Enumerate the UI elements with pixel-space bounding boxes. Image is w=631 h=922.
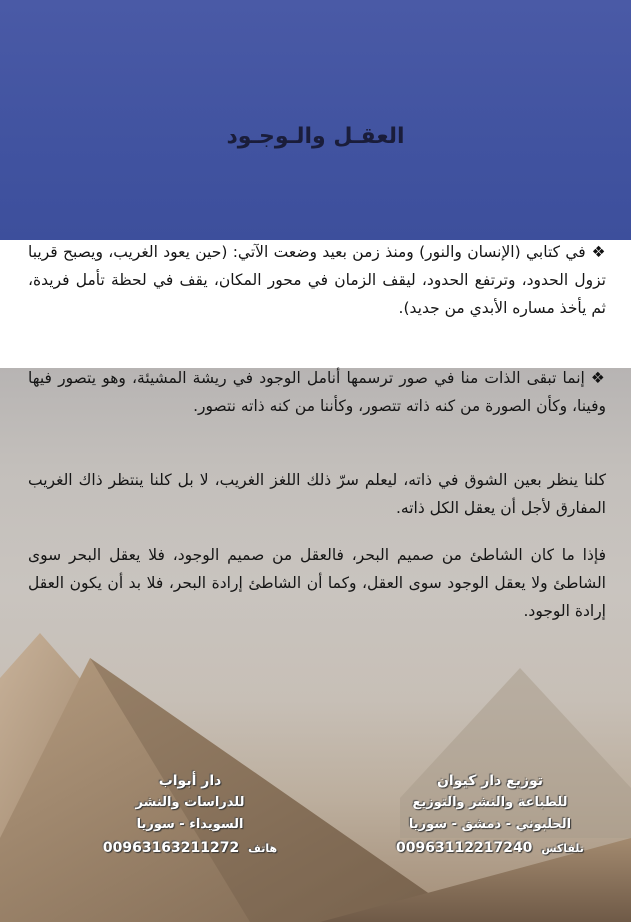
book-title: العقـل والـوجـود [226, 124, 405, 149]
paragraph-4-text: فإذا ما كان الشاطئ من صميم البحر، فالعقل من صميم الوجود، فلا يعقل البحر سوى الشاطئ ولا يعقل الوجود سوى العقل، وكما أن الشاطئ إرادة البحر، فلا بد أن يكون العقل إرادة الوجود. [28, 546, 606, 620]
bullet-diamond-icon: ❖ [591, 243, 606, 261]
paragraph-1-text: في كتابي (الإنسان والنور) ومنذ زمن بعيد وضعت الآتي: (حين يعود الغريب، ويصبح قريبا تزول الحدود، وترتفع الحدود، ليقف الزمان في محور المكان، يقف في لحظة تأمل فريدة، ثم يأخذ مساره الأبدي من جديد). [28, 243, 606, 317]
publisher-abwab-phone: 00963163211272 [102, 840, 240, 856]
publisher-kaywan-activity: للطباعة والنشر والتوزيع [412, 795, 568, 810]
publisher-kaywan-address: الحلبوني - دمشق - سوريا [408, 817, 572, 832]
paragraph-2-text: إنما تبقى الذات منا في صور ترسمها أنامل الوجود في ريشة المشيئة، وهو يتصور فيها وفينا، وكأن الصورة من كنه ذاته تتصور، وكأننا من كنه ذاته نتصور. [28, 369, 606, 415]
publisher-abwab-phone-line [100, 836, 280, 861]
publisher-abwab-phone-label: هاتف [248, 842, 278, 855]
publisher-abwab-block [100, 770, 280, 861]
paragraph-4 [28, 541, 606, 625]
bullet-diamond-icon: ❖ [590, 369, 606, 387]
publisher-kaywan-phone-line [370, 836, 610, 861]
paragraph-1 [28, 238, 606, 322]
publisher-abwab-address: السويداء - سوريا [136, 817, 244, 832]
publisher-abwab-activity: للدراسات والنشر [135, 795, 245, 810]
publisher-abwab-name: دار أبواب [158, 773, 222, 789]
publisher-kaywan-phone-label: تلفاكس [541, 842, 584, 855]
paragraph-2 [28, 364, 606, 420]
publisher-kaywan-block [370, 770, 610, 861]
publisher-kaywan-name: توزيع دار كيوان [436, 773, 544, 789]
top-color-band [0, 0, 631, 240]
publisher-kaywan-phone: 00963112217240 [396, 840, 533, 856]
paragraph-3 [28, 466, 606, 522]
paragraph-3-text: كلنا ينظر بعين الشوق في ذاته، ليعلم سرّ ذلك اللغز الغريب، لا بل كلنا ينتظر ذاك الغريب المفارق لأجل أن يعقل الكل ذاته. [28, 471, 606, 517]
